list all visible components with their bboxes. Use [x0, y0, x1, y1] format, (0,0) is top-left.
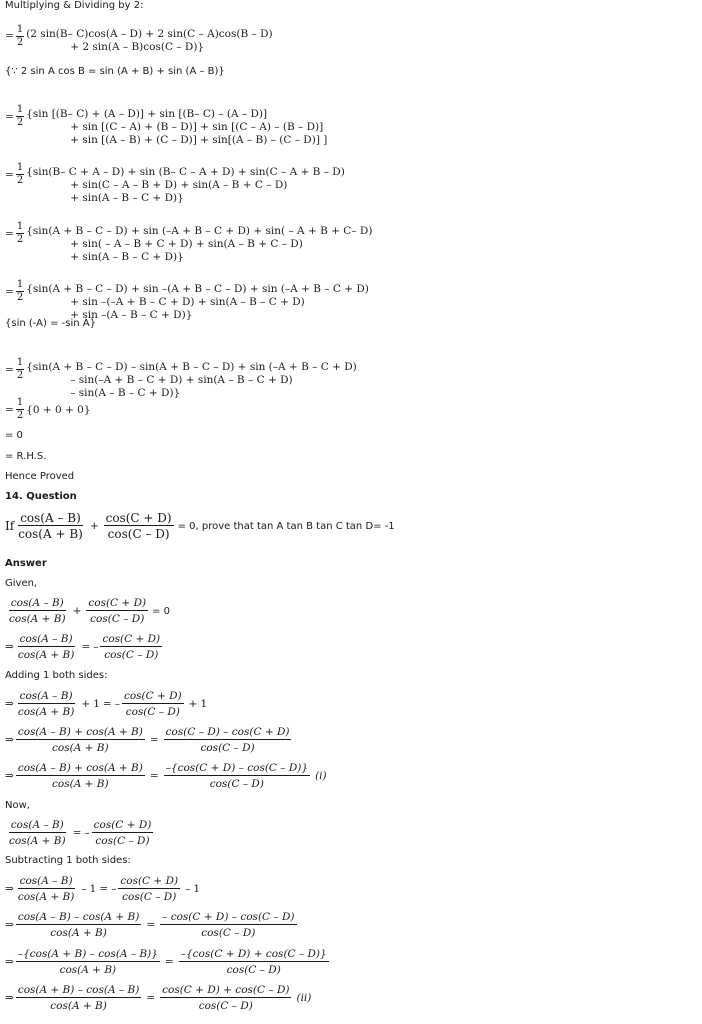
half-fraction: $\frac{1}{2}$ [16, 23, 24, 48]
step-2 [5, 86, 327, 147]
implies-sign: ⇒ [5, 770, 14, 782]
step-7 [5, 397, 91, 422]
identity-note: {∵ 2 sin A cos B = sin (A + B) + sin (A – B)} [5, 66, 225, 77]
expression-line: {sin(A + B – C – D) + sin (–A + B – C + D) + sin( – A + B + C– D) [26, 225, 373, 237]
half-fraction: $\frac{1}{2}$ [16, 221, 24, 245]
fraction: cos(C + D) cos(C – D) [123, 690, 182, 718]
fraction: cos(C + D) cos(C – D) [120, 875, 179, 903]
one: 1 [193, 883, 201, 895]
equals-sign: = [102, 698, 112, 710]
add-step-3 [5, 762, 330, 790]
expression-line: + sin –(A – B – C + D)} [70, 309, 193, 321]
fraction: cos(A – B) cos(A + B) [9, 597, 66, 625]
expression-line: + sin [(C – A) + (B – D)] + sin [(C – A) – (B – D)] [70, 121, 324, 133]
now-equation [5, 819, 155, 847]
question-if: If [5, 519, 15, 533]
implies-sign: ⇒ [5, 641, 14, 653]
equals-zero: = 0 [5, 430, 23, 441]
expression-block [26, 108, 327, 147]
plus-sign: + [72, 605, 82, 617]
step-5 [5, 261, 369, 322]
fraction: $\frac{\cos(A - B) + \cos(A + B)}{\cos(A + B)}$ [17, 762, 143, 790]
expression-line: {sin [(B– C) + (A – D)] + sin [(B– C) – (A – D)] [26, 108, 268, 120]
one: 1 [89, 883, 97, 895]
equals-sign: = [146, 992, 156, 1004]
fraction: $\frac{\cos(C + D)}{\cos(C - D)}$ [105, 511, 172, 541]
expression-line: {sin(B– C + A – D) + sin (B– C – A + D) + sin(C – A + B – D) [26, 166, 345, 178]
fraction: $\frac{\cos(A - B) + \cos(A + B)}{\cos(A + B)}$ [17, 726, 143, 754]
expression-line: – sin(A – B – C + D)} [70, 387, 181, 399]
equals-sign: = [149, 734, 159, 746]
equals-sign: = [72, 827, 82, 839]
sub-step-4 [5, 984, 314, 1012]
fraction: $\frac{-\{\cos(C + D) + \cos(C - D)\}}{\cos(C - D)}$ [180, 948, 327, 976]
one: 1 [200, 698, 208, 710]
expression-block [26, 225, 372, 264]
expression-line: + sin –(–A + B – C + D) + sin(A – B – C + D) [70, 296, 305, 308]
one: 1 [93, 698, 100, 710]
minus-sign: – [185, 883, 191, 895]
expression-line: + sin(A – B – C + D)} [70, 251, 184, 263]
fraction: $\frac{-\{\cos(C + D) - \cos(C - D)\}}{\cos(C - D)}$ [165, 762, 309, 790]
fraction: $\frac{\cos(C + D)}{\cos(C - D)}$ [88, 597, 147, 625]
equals-sign: = [5, 403, 14, 416]
expression-block [26, 361, 357, 400]
expression-line: (2 sin(B– C)cos(A – D) + 2 sin(C – A)cos(B – D) [26, 28, 273, 40]
expression-block [26, 166, 345, 205]
minus-sign: – [93, 641, 99, 653]
sub-step-1 [5, 875, 200, 903]
fraction: cos(C + D) cos(C – D) [102, 633, 161, 661]
add-step-1 [5, 690, 207, 718]
half-fraction: $\frac{1}{2}$ [16, 397, 24, 421]
half-fraction: $\frac{1}{2}$ [16, 104, 24, 128]
half-fraction: $\frac{1}{2}$ [16, 279, 24, 303]
equation-tag: (ii) [296, 992, 312, 1004]
expression-line: + sin [(A – B) + (C – D)] + sin[(A – B) – (C – D)] ] [70, 134, 328, 146]
subtracting-label: Subtracting 1 both sides: [5, 855, 131, 866]
implies-sign: ⇒ [5, 734, 14, 746]
minus-sign: – [84, 827, 90, 839]
equals-sign: = [5, 363, 14, 376]
step-3 [5, 144, 345, 205]
minus-sign: – [111, 883, 117, 895]
equals-zero: = 0 [152, 605, 171, 617]
identity-note: {sin (-A) = -sin A} [5, 318, 96, 329]
implies-sign: ⇒ [5, 992, 14, 1004]
expression-line: {0 + 0 + 0} [26, 403, 91, 416]
fraction: $\frac{-\{\cos(A + B) - \cos(A - B)\}}{\cos(A + B)}$ [17, 948, 158, 976]
expression-line: + sin(C – A – B + D) + sin(A – B + C – D) [70, 179, 288, 191]
fraction: $\frac{\cos(A - B)}{\cos(A + B)}$ [9, 819, 66, 847]
expression-block [26, 283, 369, 322]
fraction: cos(C + D) cos(C – D) [93, 819, 152, 847]
now-label: Now, [5, 800, 30, 811]
half-fraction: $\frac{1}{2}$ [16, 162, 24, 186]
implies-sign: ⇒ [5, 883, 14, 895]
given-equation [5, 597, 170, 625]
equals-sign: = [99, 883, 109, 895]
equation-tag: (i) [315, 770, 327, 782]
expression-block [26, 28, 272, 54]
sub-step-3 [5, 948, 331, 976]
minus-sign: – [81, 883, 87, 895]
equals-sign: = [5, 168, 14, 181]
equals-sign: = [5, 227, 14, 240]
step-6 [5, 339, 357, 400]
fraction: cos(A – B) cos(A + B) [17, 690, 75, 718]
answer-label: Answer [5, 558, 47, 569]
expression-line: {sin(A + B – C – D) + sin –(A + B – C – D) + sin (–A + B – C + D) [26, 283, 369, 295]
expression-line: – sin(–A + B – C + D) + sin(A – B – C + D) [70, 374, 293, 386]
half-fraction: $\frac{1}{2}$ [16, 357, 24, 381]
fraction: cos(A – B) cos(A + B) [17, 875, 75, 903]
expression-line: {sin(A + B – C – D) – sin(A + B – C – D) + sin (–A + B – C + D) [26, 361, 357, 373]
fraction: $\frac{\cos(A + B) - \cos(A - B)}{\cos(A + B)}$ [17, 984, 140, 1012]
plus-sign: + [89, 520, 99, 532]
question-title: 14. Question [5, 491, 77, 502]
equals-sign: = [5, 30, 14, 42]
equals-sign: = [5, 285, 14, 298]
expression-line: + sin(A – B – C + D)} [70, 192, 184, 204]
fraction: $\frac{- \cos(C + D) - \cos(C - D)}{\cos(C - D)}$ [162, 911, 295, 939]
hence-proved: Hence Proved [5, 471, 75, 482]
expression-line: + sin( – A – B + C + D) + sin(A – B + C – D) [70, 238, 303, 250]
fraction: $\frac{\cos(C - D) - \cos(C + D)}{\cos(C - D)}$ [165, 726, 290, 754]
equals-sign: = [146, 919, 156, 931]
equals-sign: = [5, 110, 14, 123]
fraction: cos(A – B) cos(A + B) [18, 511, 83, 541]
step-4 [5, 203, 372, 264]
expression-line: + 2 sin(A – B)cos(C – D)} [70, 41, 205, 53]
plus-sign: + [81, 698, 91, 710]
question-statement [5, 512, 395, 540]
given-label: Given, [5, 578, 38, 589]
step-1 [5, 18, 273, 54]
intro-line: Multiplying & Dividing by 2: [5, 0, 144, 11]
rhs-line: = R.H.S. [5, 451, 47, 462]
fraction: $\frac{\cos(A - B)}{\cos(A + B)}$ [17, 633, 75, 661]
fraction: $\frac{\cos(A - B) - \cos(A + B)}{\cos(A + B)}$ [17, 911, 140, 939]
sub-step-2 [5, 911, 299, 939]
implies-sign: ⇒ [5, 956, 14, 968]
equals-sign: = [164, 956, 174, 968]
equals-sign: = [149, 770, 159, 782]
minus-sign: – [114, 698, 120, 710]
given-rearranged [5, 633, 164, 661]
equals-sign: = [81, 641, 91, 653]
fraction: $\frac{\cos(C + D) + \cos(C - D)}{\cos(C - D)}$ [162, 984, 290, 1012]
adding-label: Adding 1 both sides: [5, 670, 108, 681]
implies-sign: ⇒ [5, 919, 14, 931]
plus-sign: + [188, 698, 198, 710]
question-tail: = 0, prove that tan A tan B tan C tan D= -1 [177, 520, 395, 532]
implies-sign: ⇒ [5, 698, 14, 710]
add-step-2 [5, 726, 293, 754]
